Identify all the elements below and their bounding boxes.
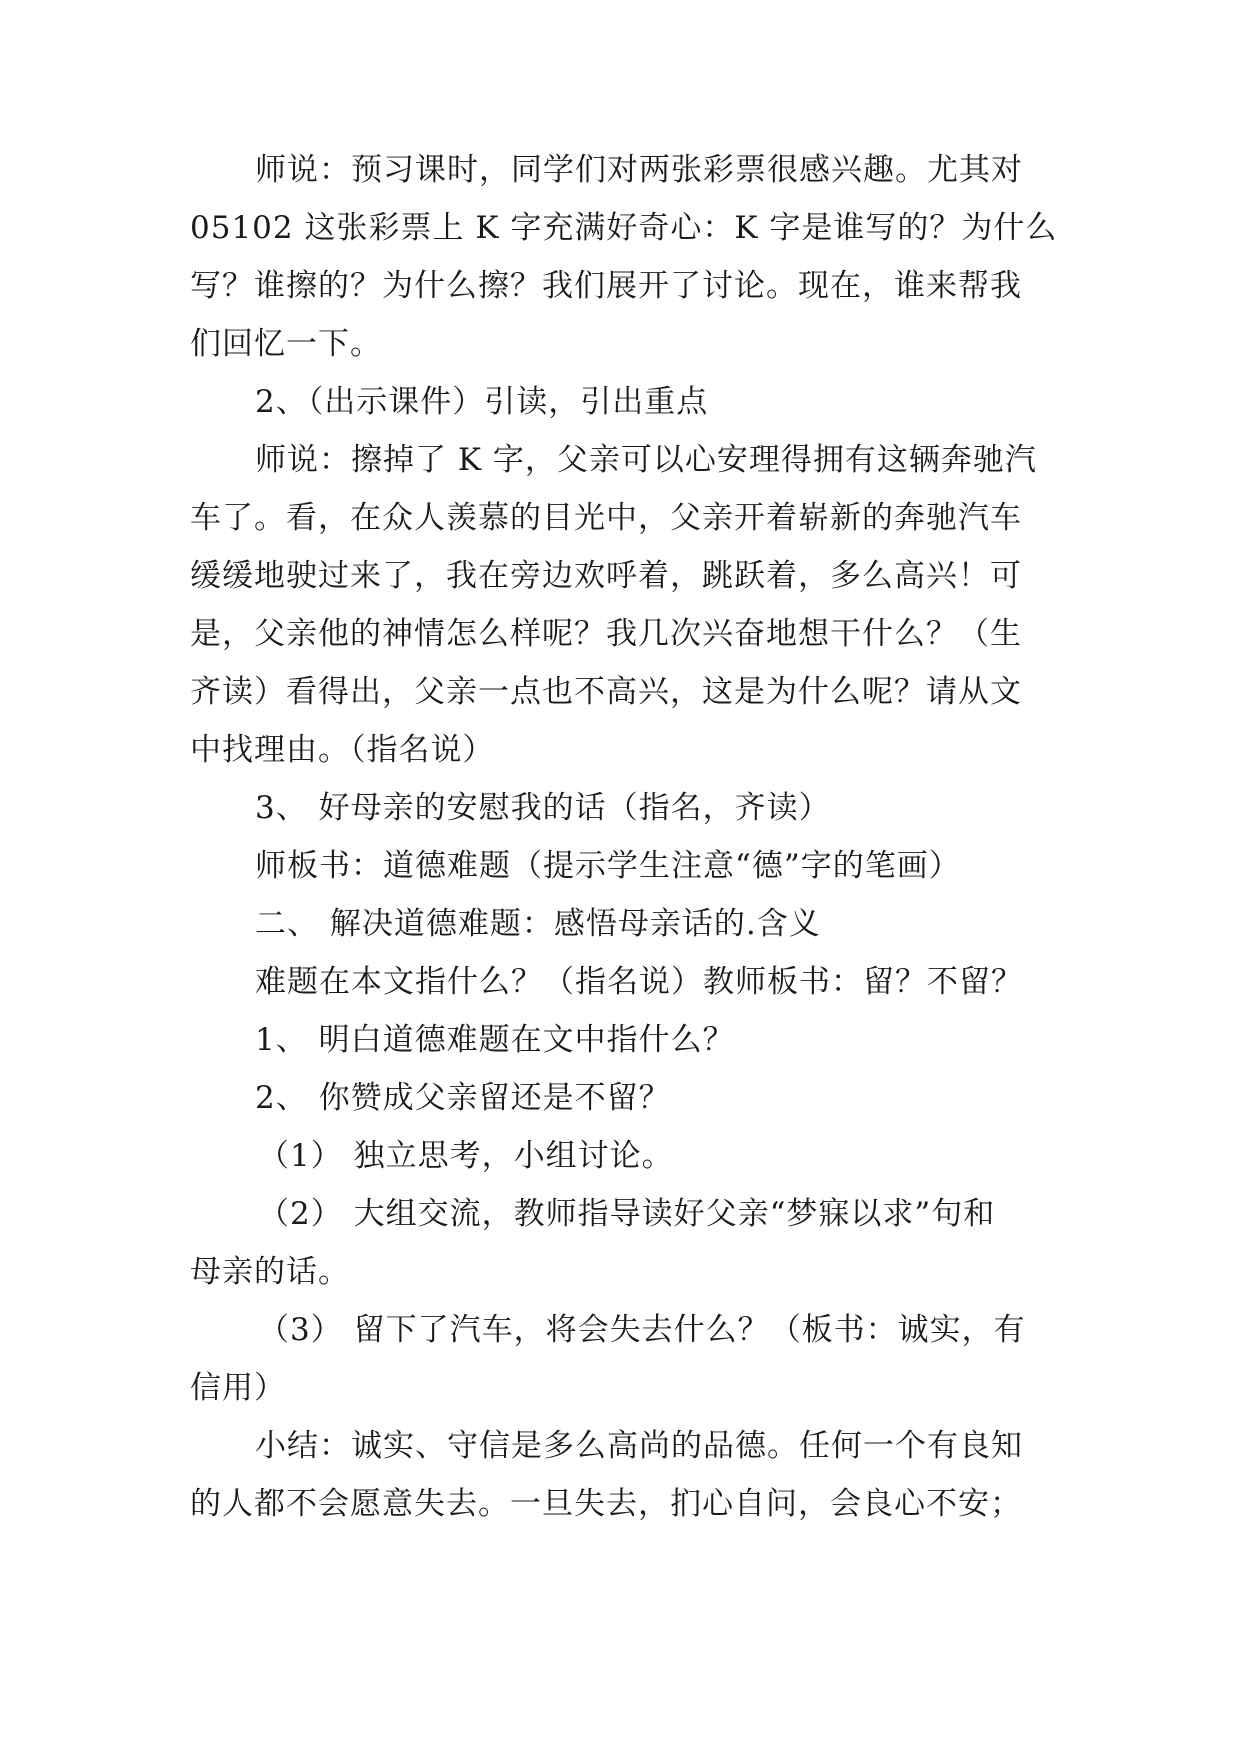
paragraph-line-13: 师板书：道德难题（提示学生注意“德”字的笔画） <box>255 848 961 884</box>
sub-item-3: （3） 留下了汽车，将会失去什么？（板书：诚实，有 <box>258 1312 1026 1348</box>
paragraph-line-8: 缓缓地驶过来了，我在旁边欢呼着，跳跃着，多么高兴！可 <box>190 558 1022 594</box>
sub-item-1: （1） 独立思考，小组讨论。 <box>258 1138 674 1174</box>
paragraph-line-10: 齐读）看得出，父亲一点也不高兴，这是为什么呢？请从文 <box>190 674 1022 710</box>
paragraph-line-5: 2、（出示课件）引读，引出重点 <box>255 384 709 420</box>
paragraph-line-7: 车了。看，在众人羡慕的目光中，父亲开着崭新的奔驰汽车 <box>190 500 1022 536</box>
summary-line-2: 的人都不会愿意失去。一旦失去，扪心自问，会良心不安； <box>190 1486 1022 1522</box>
summary-line-1: 小结：诚实、守信是多么高尚的品德。任何一个有良知 <box>255 1428 1023 1464</box>
list-item-2: 2、 你赞成父亲留还是不留？ <box>255 1080 671 1116</box>
list-item-1: 1、 明白道德难题在文中指什么？ <box>255 1022 735 1058</box>
paragraph-line-22: 信用） <box>190 1370 286 1406</box>
paragraph-line-11: 中找理由。（指名说） <box>190 732 495 768</box>
paragraph-line-15: 难题在本文指什么？（指名说）教师板书：留？不留？ <box>255 964 1023 1000</box>
paragraph-line-12: 3、 好母亲的安慰我的话（指名，齐读） <box>255 790 831 826</box>
section-heading: 二、 解决道德难题：感悟母亲话的.含义 <box>255 906 821 942</box>
paragraph-line-20: 母亲的话。 <box>190 1254 350 1290</box>
paragraph-line-4: 们回忆一下。 <box>190 326 382 362</box>
paragraph-line-9: 是，父亲他的神情怎么样呢？我几次兴奋地想干什么？（生 <box>190 616 1022 652</box>
paragraph-line-2: 05102 这张彩票上 K 字充满好奇心：K 字是谁写的？为什么 <box>190 210 1058 246</box>
sub-item-2: （2） 大组交流，教师指导读好父亲“梦寐以求”句和 <box>258 1196 996 1232</box>
paragraph-line-6: 师说：擦掉了 K 字，父亲可以心安理得拥有这辆奔驰汽 <box>255 442 1037 478</box>
paragraph-line-3: 写？谁擦的？为什么擦？我们展开了讨论。现在，谁来帮我 <box>190 268 1022 304</box>
paragraph-line-1: 师说：预习课时，同学们对两张彩票很感兴趣。尤其对 <box>255 152 1023 188</box>
